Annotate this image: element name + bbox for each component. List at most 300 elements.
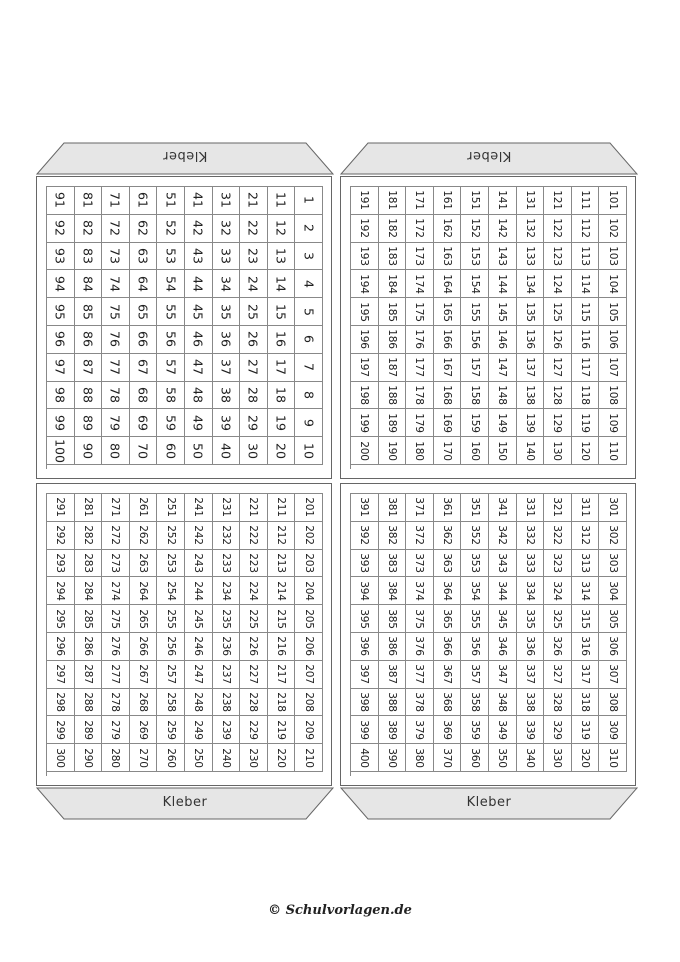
number-cell <box>185 689 213 717</box>
number-cell <box>157 298 185 326</box>
number-label: 186 <box>385 329 398 350</box>
number-cell <box>213 605 241 633</box>
number-cell <box>240 215 268 243</box>
number-cell <box>130 577 158 605</box>
number-cell <box>461 243 489 271</box>
number-cell <box>213 689 241 717</box>
number-cell <box>213 716 241 744</box>
number-label: 255 <box>164 608 177 629</box>
number-cell <box>379 661 407 689</box>
number-label: 340 <box>523 747 536 768</box>
number-label: 130 <box>551 440 564 461</box>
number-label: 396 <box>358 636 371 657</box>
number-cell <box>434 689 462 717</box>
number-label: 42 <box>190 220 206 237</box>
number-label: 253 <box>164 553 177 573</box>
number-label: 25 <box>245 303 261 320</box>
number-label: 86 <box>80 331 96 348</box>
number-label: 137 <box>523 357 536 377</box>
number-cell <box>185 215 213 243</box>
number-label: 115 <box>579 301 592 322</box>
number-label: 198 <box>358 385 371 405</box>
number-label: 24 <box>245 275 261 292</box>
number-cell <box>599 577 627 605</box>
grid-row <box>47 494 323 522</box>
number-cell <box>461 354 489 382</box>
number-label: 166 <box>441 329 454 350</box>
number-cell <box>379 409 407 437</box>
number-label: 357 <box>468 664 481 684</box>
glue-tab-bottom-right <box>340 787 638 820</box>
number-cell <box>489 437 517 465</box>
number-label: 142 <box>496 218 509 238</box>
number-label: 7 <box>301 363 317 372</box>
number-cell <box>213 550 241 578</box>
number-label: 164 <box>441 273 454 294</box>
number-cell <box>102 494 130 522</box>
number-cell <box>572 689 600 717</box>
number-label: 248 <box>192 692 205 712</box>
number-cell <box>157 550 185 578</box>
number-grid <box>46 493 323 776</box>
number-label: 15 <box>273 303 289 320</box>
number-cell <box>295 326 323 354</box>
number-cell <box>489 382 517 410</box>
number-label: 176 <box>413 329 426 350</box>
number-cell <box>75 243 103 271</box>
number-label: 37 <box>218 359 234 376</box>
number-cell <box>517 437 545 465</box>
number-label: 13 <box>273 248 289 264</box>
number-label: 323 <box>551 553 564 573</box>
grid-row <box>47 187 323 215</box>
number-label: 294 <box>54 580 67 601</box>
number-cell <box>240 744 268 772</box>
number-cell <box>489 354 517 382</box>
number-label: 67 <box>135 359 151 376</box>
number-label: 244 <box>192 580 205 601</box>
number-label: 124 <box>551 273 564 294</box>
number-cell <box>47 522 75 550</box>
number-label: 319 <box>579 719 592 740</box>
number-cell <box>434 494 462 522</box>
number-label: 322 <box>551 525 564 545</box>
number-label: 68 <box>135 387 151 403</box>
number-cell <box>295 550 323 578</box>
number-cell <box>240 633 268 661</box>
number-label: 127 <box>551 357 564 377</box>
number-cell <box>599 716 627 744</box>
copyright-footer: © Schulvorlagen.de <box>268 903 412 918</box>
number-label: 20 <box>273 442 289 459</box>
number-card-1-100 <box>36 176 332 479</box>
grid-row <box>351 409 627 437</box>
number-label: 382 <box>385 525 398 545</box>
number-label: 9 <box>301 418 317 427</box>
number-cell <box>295 494 323 522</box>
grid-row <box>351 270 627 298</box>
grid-row <box>351 215 627 243</box>
number-label: 320 <box>579 747 592 768</box>
number-cell <box>572 661 600 689</box>
number-label: 10 <box>301 442 317 459</box>
number-cell <box>434 382 462 410</box>
number-label: 264 <box>137 580 150 601</box>
number-cell <box>406 270 434 298</box>
number-cell <box>406 187 434 215</box>
number-label: 245 <box>192 608 205 629</box>
number-label: 135 <box>523 301 536 322</box>
grid-row <box>351 550 627 578</box>
number-cell <box>240 605 268 633</box>
number-cell <box>295 187 323 215</box>
number-cell <box>434 522 462 550</box>
number-label: 399 <box>358 719 371 740</box>
number-cell <box>351 689 379 717</box>
number-label: 185 <box>385 301 398 322</box>
number-label: 232 <box>219 525 232 545</box>
grid-row <box>47 298 323 326</box>
number-cell <box>157 437 185 465</box>
number-cell <box>517 243 545 271</box>
number-label: 122 <box>551 218 564 238</box>
number-cell <box>185 744 213 772</box>
number-cell <box>379 550 407 578</box>
number-label: 313 <box>579 553 592 573</box>
grid-row <box>351 243 627 271</box>
number-label: 388 <box>385 692 398 712</box>
number-cell <box>379 187 407 215</box>
number-cell <box>351 354 379 382</box>
number-cell <box>351 744 379 772</box>
number-cell <box>572 437 600 465</box>
number-label: 365 <box>441 608 454 629</box>
number-cell <box>157 382 185 410</box>
number-cell <box>75 187 103 215</box>
number-cell <box>75 270 103 298</box>
number-label: 175 <box>413 301 426 322</box>
number-cell <box>185 409 213 437</box>
number-cell <box>406 661 434 689</box>
number-cell <box>489 633 517 661</box>
number-cell <box>517 326 545 354</box>
number-cell <box>47 494 75 522</box>
number-cell <box>379 354 407 382</box>
number-label: 82 <box>80 220 96 237</box>
number-cell <box>599 409 627 437</box>
number-cell <box>406 633 434 661</box>
number-label: 103 <box>606 246 619 266</box>
number-cell <box>517 605 545 633</box>
number-cell <box>461 689 489 717</box>
number-label: 344 <box>496 580 509 601</box>
number-label: 113 <box>579 246 592 266</box>
number-cell <box>406 744 434 772</box>
number-label: 205 <box>302 608 315 629</box>
number-label: 187 <box>385 357 398 377</box>
number-label: 163 <box>441 246 454 266</box>
number-cell <box>102 437 130 465</box>
number-cell <box>47 215 75 243</box>
number-cell <box>599 633 627 661</box>
number-cell <box>185 354 213 382</box>
number-cell <box>268 744 296 772</box>
number-cell <box>517 577 545 605</box>
number-cell <box>185 577 213 605</box>
number-label: 97 <box>52 359 68 376</box>
number-cell <box>544 633 572 661</box>
number-cell <box>102 633 130 661</box>
glue-label: Kleber <box>162 795 208 810</box>
number-cell <box>295 744 323 772</box>
number-cell <box>599 605 627 633</box>
number-label: 48 <box>190 387 206 403</box>
number-label: 389 <box>385 719 398 740</box>
number-cell <box>572 270 600 298</box>
number-cell <box>185 298 213 326</box>
number-label: 53 <box>163 248 179 264</box>
number-label: 5 <box>301 307 317 316</box>
number-label: 310 <box>606 747 619 768</box>
number-cell <box>572 716 600 744</box>
number-label: 119 <box>579 412 592 433</box>
number-label: 373 <box>413 553 426 573</box>
number-cell <box>489 716 517 744</box>
number-cell <box>544 661 572 689</box>
number-label: 368 <box>441 692 454 712</box>
number-cell <box>240 689 268 717</box>
number-label: 43 <box>190 248 206 264</box>
number-cell <box>544 409 572 437</box>
number-label: 295 <box>54 608 67 629</box>
number-cell <box>351 605 379 633</box>
number-cell <box>130 633 158 661</box>
number-label: 238 <box>219 692 232 712</box>
number-label: 306 <box>606 636 619 657</box>
number-cell <box>157 577 185 605</box>
number-label: 104 <box>606 273 619 294</box>
number-label: 273 <box>109 553 122 573</box>
number-cell <box>130 187 158 215</box>
number-label: 91 <box>52 192 68 209</box>
number-cell <box>434 270 462 298</box>
grid-row <box>47 744 323 772</box>
number-label: 211 <box>275 497 288 518</box>
number-label: 149 <box>496 412 509 433</box>
number-label: 100 <box>52 438 68 463</box>
number-cell <box>544 605 572 633</box>
number-cell <box>461 605 489 633</box>
number-cell <box>157 633 185 661</box>
number-cell <box>434 409 462 437</box>
number-label: 308 <box>606 692 619 712</box>
number-cell <box>102 689 130 717</box>
number-cell <box>102 744 130 772</box>
number-cell <box>295 661 323 689</box>
number-label: 41 <box>190 192 206 209</box>
number-label: 341 <box>496 497 509 518</box>
number-cell <box>489 550 517 578</box>
number-cell <box>102 605 130 633</box>
number-cell <box>102 716 130 744</box>
number-label: 105 <box>606 301 619 322</box>
number-cell <box>599 494 627 522</box>
number-label: 214 <box>275 580 288 601</box>
number-card-101-200 <box>340 176 636 479</box>
number-cell <box>47 577 75 605</box>
number-label: 78 <box>107 387 123 403</box>
number-label: 364 <box>441 580 454 601</box>
number-cell <box>406 298 434 326</box>
number-label: 126 <box>551 329 564 350</box>
number-cell <box>295 215 323 243</box>
number-cell <box>185 633 213 661</box>
number-cell <box>295 522 323 550</box>
grid-row <box>47 437 323 465</box>
number-cell <box>379 326 407 354</box>
number-cell <box>544 716 572 744</box>
number-label: 367 <box>441 664 454 684</box>
number-label: 140 <box>523 440 536 461</box>
number-label: 380 <box>413 747 426 768</box>
number-label: 213 <box>275 553 288 573</box>
number-cell <box>75 689 103 717</box>
number-label: 259 <box>164 719 177 740</box>
number-cell <box>406 409 434 437</box>
number-cell <box>406 437 434 465</box>
number-cell <box>268 382 296 410</box>
number-label: 284 <box>81 580 94 601</box>
number-cell <box>599 689 627 717</box>
number-cell <box>185 716 213 744</box>
number-cell <box>213 243 241 271</box>
number-cell <box>213 494 241 522</box>
number-cell <box>572 633 600 661</box>
number-label: 254 <box>164 580 177 601</box>
number-label: 200 <box>358 440 371 461</box>
number-label: 26 <box>245 331 261 348</box>
number-label: 58 <box>163 387 179 403</box>
number-cell <box>102 522 130 550</box>
number-label: 57 <box>163 359 179 376</box>
number-cell <box>434 187 462 215</box>
number-label: 348 <box>496 692 509 712</box>
number-label: 165 <box>441 301 454 322</box>
number-cell <box>489 661 517 689</box>
number-label: 46 <box>190 331 206 348</box>
number-cell <box>75 494 103 522</box>
number-cell <box>295 409 323 437</box>
number-label: 66 <box>135 331 151 348</box>
number-cell <box>240 437 268 465</box>
number-label: 84 <box>80 275 96 292</box>
number-cell <box>47 382 75 410</box>
number-label: 327 <box>551 664 564 684</box>
number-label: 371 <box>413 497 426 518</box>
glue-label: Kleber <box>466 795 512 810</box>
number-label: 236 <box>219 636 232 657</box>
number-cell <box>268 522 296 550</box>
number-label: 390 <box>385 747 398 768</box>
number-label: 330 <box>551 747 564 768</box>
grid-row <box>47 633 323 661</box>
number-cell <box>75 354 103 382</box>
number-cell <box>517 661 545 689</box>
number-cell <box>130 215 158 243</box>
grid-row <box>47 326 323 354</box>
number-label: 174 <box>413 273 426 294</box>
number-cell <box>157 243 185 271</box>
number-cell <box>489 744 517 772</box>
number-label: 384 <box>385 580 398 601</box>
number-label: 350 <box>496 747 509 768</box>
number-label: 71 <box>107 192 123 209</box>
number-label: 199 <box>358 412 371 433</box>
number-label: 21 <box>245 192 261 209</box>
number-cell <box>406 382 434 410</box>
number-cell <box>517 270 545 298</box>
number-label: 161 <box>441 190 454 211</box>
number-cell <box>544 298 572 326</box>
number-cell <box>351 522 379 550</box>
number-cell <box>461 298 489 326</box>
number-label: 90 <box>80 442 96 459</box>
number-label: 180 <box>413 440 426 461</box>
number-cell <box>599 243 627 271</box>
number-cell <box>102 354 130 382</box>
number-cell <box>461 661 489 689</box>
number-cell <box>75 550 103 578</box>
number-cell <box>379 522 407 550</box>
number-label: 75 <box>107 303 123 320</box>
number-cell <box>268 326 296 354</box>
number-label: 237 <box>219 664 232 684</box>
number-label: 212 <box>275 525 288 545</box>
number-label: 178 <box>413 385 426 405</box>
number-cell <box>295 437 323 465</box>
number-label: 252 <box>164 525 177 545</box>
number-cell <box>75 409 103 437</box>
number-label: 160 <box>468 440 481 461</box>
number-label: 297 <box>54 664 67 684</box>
number-label: 361 <box>441 497 454 518</box>
number-label: 62 <box>135 220 151 237</box>
number-cell <box>213 661 241 689</box>
number-label: 8 <box>301 391 317 399</box>
number-cell <box>268 550 296 578</box>
number-cell <box>434 716 462 744</box>
number-cell <box>461 437 489 465</box>
number-label: 305 <box>606 608 619 629</box>
grid-row <box>47 522 323 550</box>
grid-row <box>47 577 323 605</box>
number-label: 34 <box>218 275 234 292</box>
number-cell <box>185 270 213 298</box>
number-cell <box>75 744 103 772</box>
number-cell <box>351 215 379 243</box>
number-cell <box>544 354 572 382</box>
number-label: 392 <box>358 525 371 545</box>
number-label: 183 <box>385 246 398 266</box>
number-label: 92 <box>52 220 68 237</box>
number-label: 337 <box>523 664 536 684</box>
number-label: 285 <box>81 608 94 629</box>
number-label: 192 <box>358 218 371 238</box>
number-label: 69 <box>135 414 151 431</box>
number-label: 270 <box>137 747 150 768</box>
number-cell <box>461 550 489 578</box>
number-cell <box>489 187 517 215</box>
